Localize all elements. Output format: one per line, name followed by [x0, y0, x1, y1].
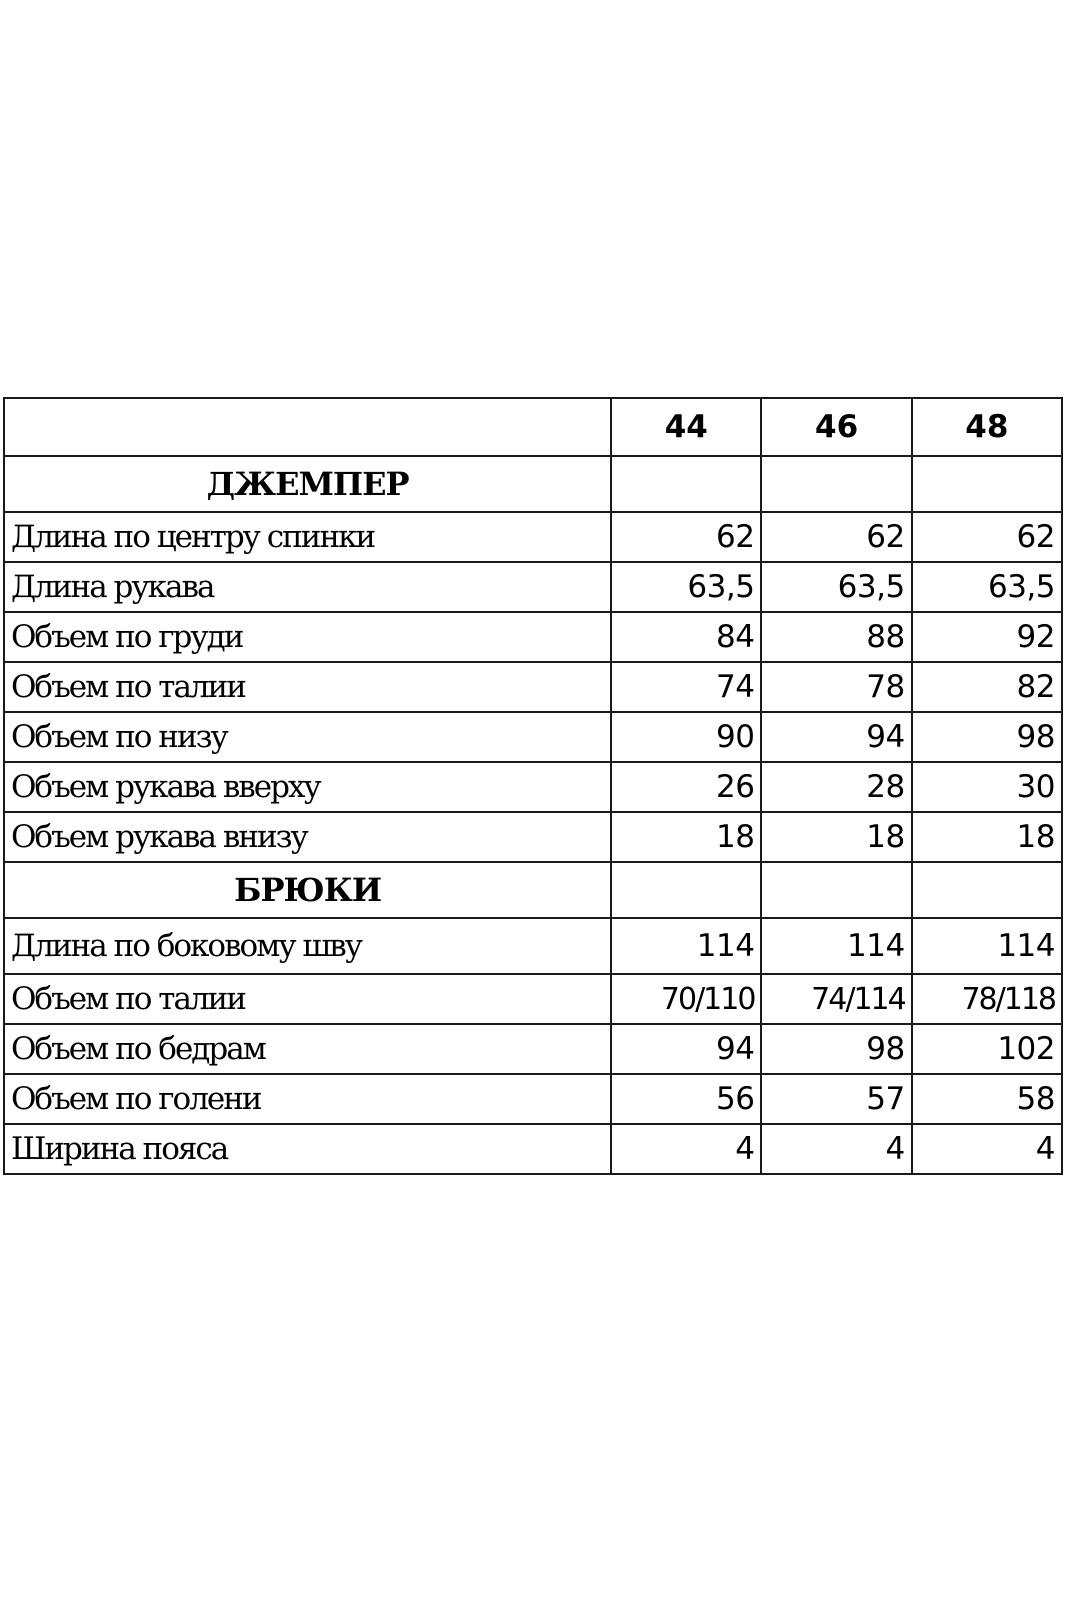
value-cell: 56 [611, 1074, 761, 1124]
value-cell: 4 [912, 1124, 1062, 1174]
value-cell: 98 [912, 712, 1062, 762]
param-label: Длина по боковому шву [4, 918, 611, 974]
header-blank-cell [4, 398, 611, 456]
value-cell: 63,5 [912, 562, 1062, 612]
table-row [4, 512, 1062, 562]
size-46-header: 46 [761, 398, 911, 456]
table-row [4, 612, 1062, 662]
value-cell: 63,5 [611, 562, 761, 612]
size-48-header: 48 [912, 398, 1062, 456]
table-row [4, 1124, 1062, 1174]
value-cell: 18 [912, 812, 1062, 862]
value-cell: 114 [912, 918, 1062, 974]
param-label: Объем по груди [4, 612, 611, 662]
value-cell: 78 [761, 662, 911, 712]
value-cell: 62 [761, 512, 911, 562]
value-cell: 102 [912, 1024, 1062, 1074]
size-44-header: 44 [611, 398, 761, 456]
param-label: Объем по талии [4, 974, 611, 1024]
value-cell: 28 [761, 762, 911, 812]
value-cell: 90 [611, 712, 761, 762]
param-label: Объем по голени [4, 1074, 611, 1124]
value-cell: 94 [761, 712, 911, 762]
value-cell: 4 [611, 1124, 761, 1174]
section-title-trousers: БРЮКИ [4, 862, 611, 918]
value-cell: 94 [611, 1024, 761, 1074]
value-cell: 62 [912, 512, 1062, 562]
value-cell: 62 [611, 512, 761, 562]
value-cell: 30 [912, 762, 1062, 812]
value-cell: 84 [611, 612, 761, 662]
value-cell: 70/110 [611, 974, 761, 1024]
table-row [4, 662, 1062, 712]
param-label: Длина по центру спинки [4, 512, 611, 562]
value-cell: 82 [912, 662, 1062, 712]
size-header-row [4, 398, 1062, 456]
value-cell: 18 [611, 812, 761, 862]
table-row [4, 562, 1062, 612]
table-row [4, 918, 1062, 974]
table-row [4, 1074, 1062, 1124]
value-cell: 98 [761, 1024, 911, 1074]
param-label: Объем рукава внизу [4, 812, 611, 862]
value-cell: 88 [761, 612, 911, 662]
value-cell: 57 [761, 1074, 911, 1124]
table-row [4, 974, 1062, 1024]
value-cell: 114 [611, 918, 761, 974]
param-label: Объем рукава вверху [4, 762, 611, 812]
value-cell: 63,5 [761, 562, 911, 612]
param-label: Объем по бедрам [4, 1024, 611, 1074]
table-row [4, 712, 1062, 762]
section-jumper [4, 456, 1062, 512]
param-label: Объем по низу [4, 712, 611, 762]
param-label: Длина рукава [4, 562, 611, 612]
value-cell: 78/118 [912, 974, 1062, 1024]
table-row [4, 762, 1062, 812]
value-cell: 74/114 [761, 974, 911, 1024]
value-cell: 26 [611, 762, 761, 812]
value-cell: 92 [912, 612, 1062, 662]
value-cell: 114 [761, 918, 911, 974]
section-title-jumper: ДЖЕМПЕР [4, 456, 611, 512]
value-cell: 18 [761, 812, 911, 862]
table-row [4, 1024, 1062, 1074]
value-cell: 74 [611, 662, 761, 712]
param-label: Ширина пояса [4, 1124, 611, 1174]
value-cell: 58 [912, 1074, 1062, 1124]
param-label: Объем по талии [4, 662, 611, 712]
table-row [4, 812, 1062, 862]
size-table [3, 397, 1063, 1175]
section-trousers [4, 862, 1062, 918]
value-cell: 4 [761, 1124, 911, 1174]
